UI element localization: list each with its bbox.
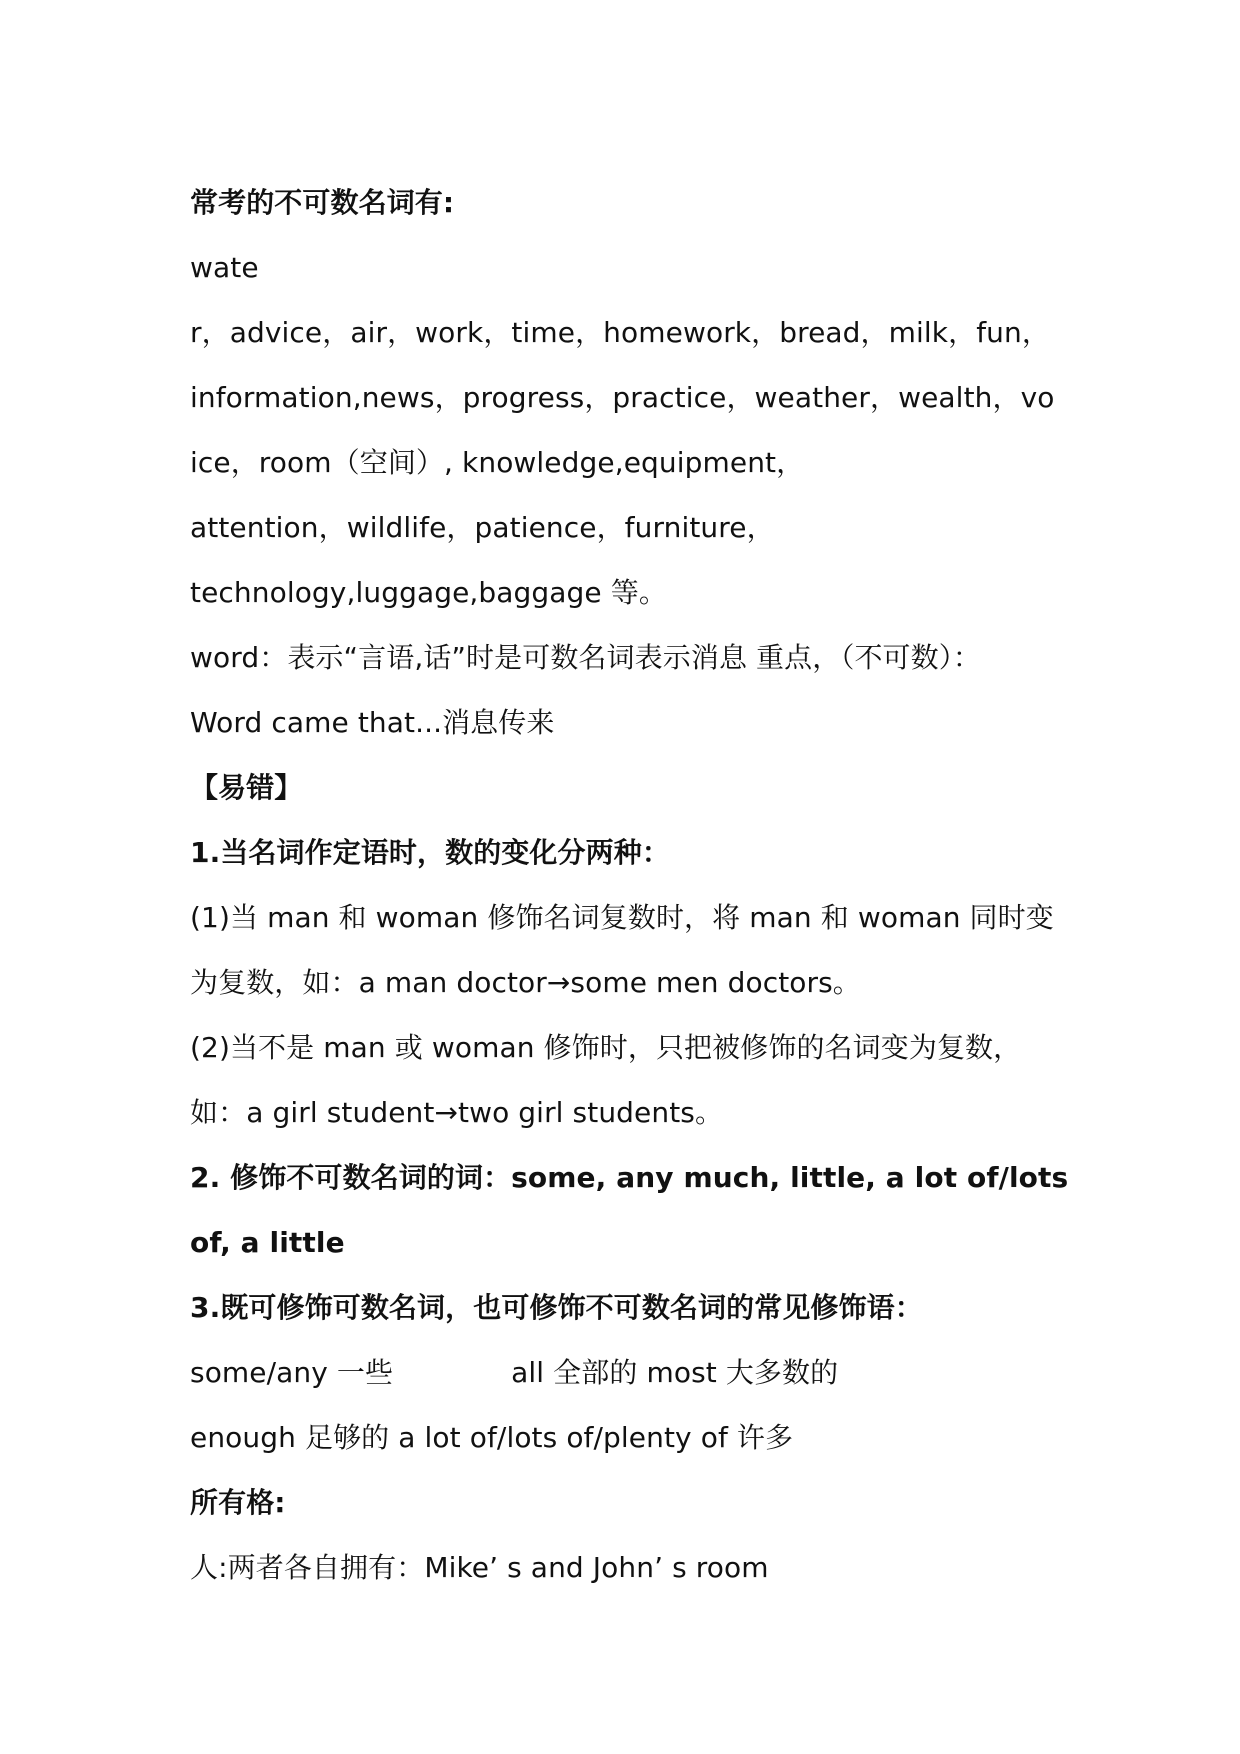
text-line: enough 足够的 a lot of/lots of/plenty of 许多 — [190, 1421, 794, 1454]
text-segment: some/any 一些 — [190, 1356, 394, 1389]
text-line: attention，wildlife，patience，furniture， — [190, 511, 775, 544]
text-segment: all 全部的 most 大多数的 — [511, 1356, 839, 1389]
text-line: Word came that...消息传来 — [190, 706, 555, 739]
text-line: ice，room（空间）, knowledge,equipment， — [190, 446, 805, 479]
text-line: 如：a girl student→two girl students。 — [190, 1096, 724, 1129]
text-line: wate — [190, 251, 259, 284]
text-line: information,news，progress，practice，weather，wealth，vo — [190, 381, 1055, 414]
text-line: word：表示“言语,话”时是可数名词表示消息 重点，（不可数）： — [190, 641, 981, 674]
heading-uncountable-nouns: 常考的不可数名词有: — [190, 186, 455, 219]
text-line: 为复数，如：a man doctor→some men doctors。 — [190, 966, 861, 999]
heading-possessive: 所有格: — [190, 1486, 286, 1519]
text-line: (2)当不是 man 或 woman 修饰时，只把被修饰的名词变为复数， — [190, 1031, 1022, 1064]
heading-point-2-cont: of, a little — [190, 1226, 345, 1259]
text-line: 人:两者各自拥有：Mike’ s and John’ s room — [190, 1551, 769, 1584]
text-line: technology,luggage,baggage 等。 — [190, 576, 667, 609]
text-line: (1)当 man 和 woman 修饰名词复数时，将 man 和 woman 同时变 — [190, 901, 1054, 934]
heading-point-3: 3.既可修饰可数名词，也可修饰不可数名词的常见修饰语： — [190, 1291, 923, 1324]
heading-common-errors: 【易错】 — [190, 771, 303, 804]
text-line: r，advice，air，work，time，homework，bread，milk，fun， — [190, 316, 1050, 349]
heading-point-2: 2. 修饰不可数名词的词：some, any much, little, a lot of/lots — [190, 1161, 1069, 1194]
document-body — [190, 170, 1090, 1600]
text-line — [190, 1340, 1090, 1405]
heading-point-1: 1.当名词作定语时，数的变化分两种： — [190, 836, 670, 869]
